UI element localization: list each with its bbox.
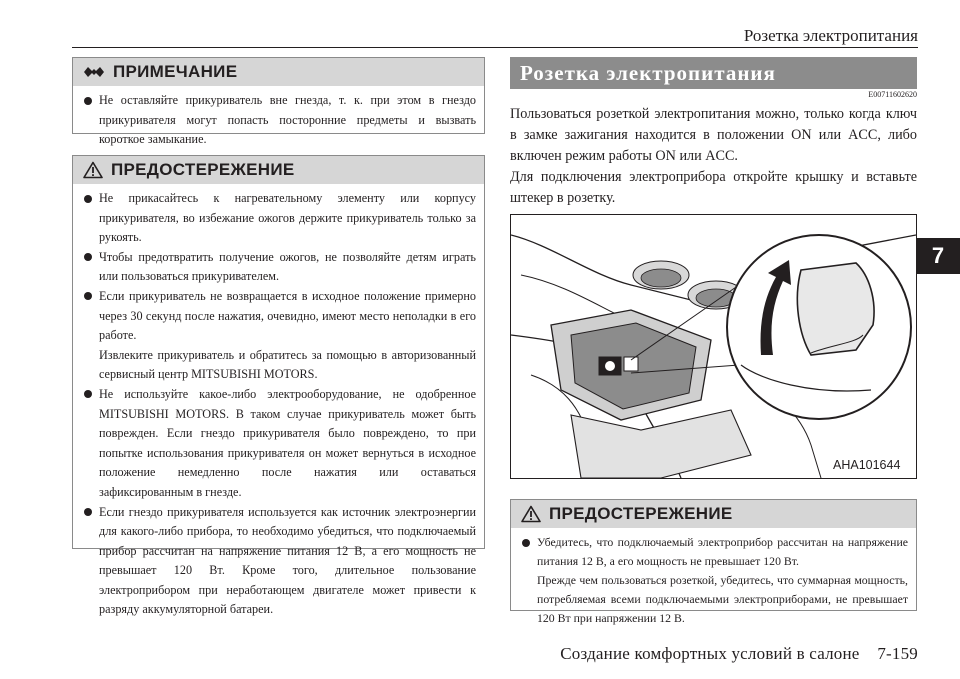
note-box-header	[73, 58, 484, 86]
note-box	[72, 57, 485, 147]
list-item-extra: Прежде чем пользоваться розеткой, убедитесь, что суммарная мощность, потребляемая всеми подключаемыми электроприборами, не превышает 120 Вт при напряжении 12 В.	[537, 573, 908, 625]
warning-box-header	[73, 156, 484, 184]
power-socket-illustration	[510, 214, 917, 479]
page-footer: Создание комфортных условий в салоне 7-159	[560, 644, 918, 663]
warning-box-title: ПРЕДОСТЕРЕЖЕНИЕ	[549, 504, 733, 523]
list-item: Не оставляйте прикуриватель вне гнезда, т. к. при этом в гнездо прикуривателя могут попасть посторонние предметы и вызвать короткое замыкание.	[83, 91, 476, 150]
list-item: Если прикуриватель не возвращается в исходное положение примерно через 30 секунд после нажатия, очевидно, имеют место неполадки в его работе. Извлеките прикуриватель и обратитесь за помощью в авторизованный сервисный центр MITSUBISHI MOTORS.	[83, 287, 476, 385]
list-item-extra: Извлеките прикуриватель и обратитесь за помощью в авторизованный сервисный центр MITSUBISHI MOTORS.	[99, 347, 476, 382]
paragraph: Пользоваться розеткой электропитания можно, только когда ключ в замке зажигания находится в положении ON или ACC, либо включен режим работы ON или ACC.	[510, 106, 917, 164]
warning-box-list	[73, 184, 484, 626]
warning-box-list	[511, 528, 916, 634]
section-body	[510, 104, 917, 209]
note-hand-icon	[83, 64, 105, 80]
note-box-title: ПРИМЕЧАНИЕ	[113, 62, 238, 81]
list-item: Чтобы предотвратить получение ожогов, не позволяйте детям играть или пользоваться прикуривателем.	[83, 248, 476, 287]
warning-box-title: ПРЕДОСТЕРЕЖЕНИЕ	[111, 160, 295, 179]
figure-code: AHA101644	[833, 458, 901, 472]
warning-box-left	[72, 155, 485, 617]
document-code: E00711602620	[868, 90, 917, 99]
warning-triangle-icon	[83, 161, 103, 179]
running-header: Розетка электропитания	[743, 26, 918, 45]
note-box-list	[73, 86, 484, 156]
list-item: Убедитесь, что подключаемый электроприбор рассчитан на напряжение питания 12 В, а его мощность не превышает 120 Вт. Прежде чем пользоваться розеткой, убедитесь, что суммарная мощность, потребляемая всеми подключаемыми электроприборами, не превышает 120 Вт при напряжении 12 В.	[521, 533, 908, 628]
warning-triangle-icon	[521, 505, 541, 523]
header-rule	[72, 47, 918, 48]
list-item: Не используйте какое-либо электрооборудование, не одобренное MITSUBISHI MOTORS. В таком случае прикуриватель может быть поврежден. Если гнездо прикуривателя было повреждено, то при попытке использования прикуривателя он может вернуться в исходное положение немедленно после нажатия или оставаться зафиксированным в гнезде.	[83, 385, 476, 503]
list-item: Если гнездо прикуривателя используется как источник электроэнергии для какого-либо прибора, то необходимо убедиться, что подключаемый прибор рассчитан на напряжение питания 12 В, а его мощность не превышает 120 Вт. Кроме того, длительное пользование электроприбором при неработающем двигателе может привести к разряду аккумуляторной батареи.	[83, 503, 476, 621]
chapter-tab[interactable]: 7	[916, 238, 960, 274]
paragraph: Для подключения электроприбора откройте крышку и вставьте штекер в розетку.	[510, 169, 917, 206]
list-item: Не прикасайтесь к нагревательному элементу или корпусу прикуривателя, во избежание ожогов держите прикуриватель только за рукоять.	[83, 189, 476, 248]
section-title: Розетка электропитания	[510, 57, 917, 89]
warning-box-right	[510, 499, 917, 625]
warning-box-header	[511, 500, 916, 528]
console-drawing	[511, 215, 916, 478]
